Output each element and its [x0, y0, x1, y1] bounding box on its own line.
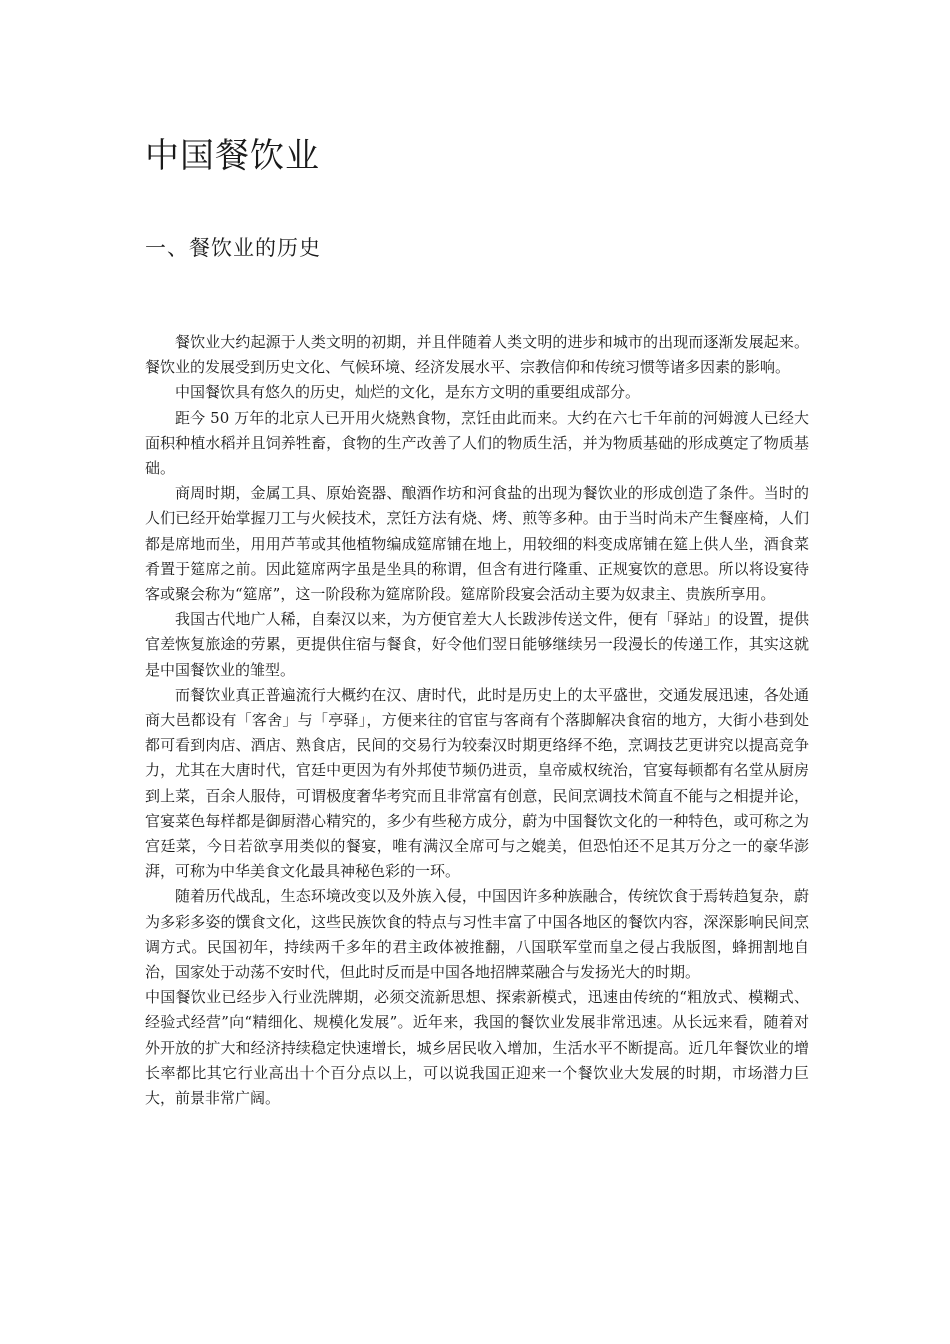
paragraph: 距今 50 万年的北京人已开用火烧熟食物，烹饪由此而来。大约在六七千年前的河姆渡人已经大面积种植水稻并且饲养牲畜，食物的生产改善了人们的物质生活，并为物质基础的形成奠定了物质基础。 — [145, 408, 809, 478]
paragraph: 随着历代战乱，生态环境改变以及外族入侵，中国因许多种族融合，传统饮食于焉转趋复杂，蔚为多彩多姿的馔食文化，这些民族饮食的特点与习性丰富了中国各地区的餐饮内容，深深影响民间烹调方式。民国初年，持续两千多年的君主政体被推翻，八国联军堂而皇之侵占我版图，蜂拥割地自治，国家处于动荡不安时代，但此时反而是中国各地招牌菜融合与发扬光大的时期。 — [145, 887, 809, 982]
paragraph: 而餐饮业真正普遍流行大概约在汉、唐时代，此时是历史上的太平盛世，交通发展迅速，各处通商大邑都设有「客舍」与「亭驿」，方便来往的官宦与客商有个落脚解决食宿的地方，大街小巷到处都可看到肉店、酒店、熟食店，民间的交易行为较秦汉时期更络绎不绝，烹调技艺更讲究以提高竞争力，尤其在大唐时代，官廷中更因为有外邦使节频仍进贡，皇帝威权统治，官宴每顿都有名堂从厨房到上菜，百余人服侍，可谓极度奢华考究而且非常富有创意，民间烹调技术简直不能与之相提并论，官宴菜色每样都是御厨潜心精究的，多少有些秘方成分，蔚为中国餐饮文化的一种特色，或可称之为宫廷菜，今日若欲享用类似的餐宴，唯有满汉全席可与之媲美，但恐怕还不足其万分之一的豪华澎湃，可称为中华美食文化最具神秘色彩的一环。 — [145, 685, 809, 881]
paragraph: 餐饮业大约起源于人类文明的初期，并且伴随着人类文明的进步和城市的出现而逐渐发展起来。餐饮业的发展受到历史文化、气候环境、经济发展水平、宗教信仰和传统习惯等诸多因素的影响。 — [145, 333, 809, 377]
document-title: 中国餐饮业 — [145, 136, 320, 176]
paragraph: 商周时期，金属工具、原始瓷器、酿酒作坊和河食盐的出现为餐饮业的形成创造了条件。当时的人们已经开始掌握刀工与火候技术，烹饪方法有烧、烤、煎等多种。由于当时尚未产生餐座椅，人们都是席地而坐，用用芦苇或其他植物编成筵席铺在地上，用较细的料变成席铺在筵上供人坐，酒食菜肴置于筵席之前。因此筵席两字虽是坐具的称谓，但含有进行隆重、正规宴饮的意思。所以将设宴待客或聚会称为“筵席”，这一阶段称为筵席阶段。筵席阶段宴会活动主要为奴隶主、贵族所享用。 — [145, 484, 809, 604]
section-heading: 一、餐饮业的历史 — [145, 236, 321, 260]
paragraph: 我国古代地广人稀，自秦汉以来，为方便官差大人长跋涉传送文件，便有「驿站」的设置，提供官差恢复旅途的劳累，更提供住宿与餐食，好令他们翌日能够继续另一段漫长的传递工作，其实这就是中国餐饮业的雏型。 — [145, 610, 809, 679]
paragraph: 中国餐饮业已经步入行业洗牌期，必须交流新思想、探索新模式，迅速由传统的“粗放式、模糊式、经验式经营”向“精细化、规模化发展”。近年来，我国的餐饮业发展非常迅速。从长远来看，随着对外开放的扩大和经济持续稳定快速增长，城乡居民收入增加，生活水平不断提高。近几年餐饮业的增长率都比其它行业高出十个百分点以上，可以说我国正迎来一个餐饮业大发展的时期，市场潜力巨大，前景非常广阔。 — [145, 988, 809, 1108]
paragraph: 中国餐饮具有悠久的历史，灿烂的文化，是东方文明的重要组成部分。 — [175, 383, 641, 402]
body-text — [145, 330, 809, 1111]
